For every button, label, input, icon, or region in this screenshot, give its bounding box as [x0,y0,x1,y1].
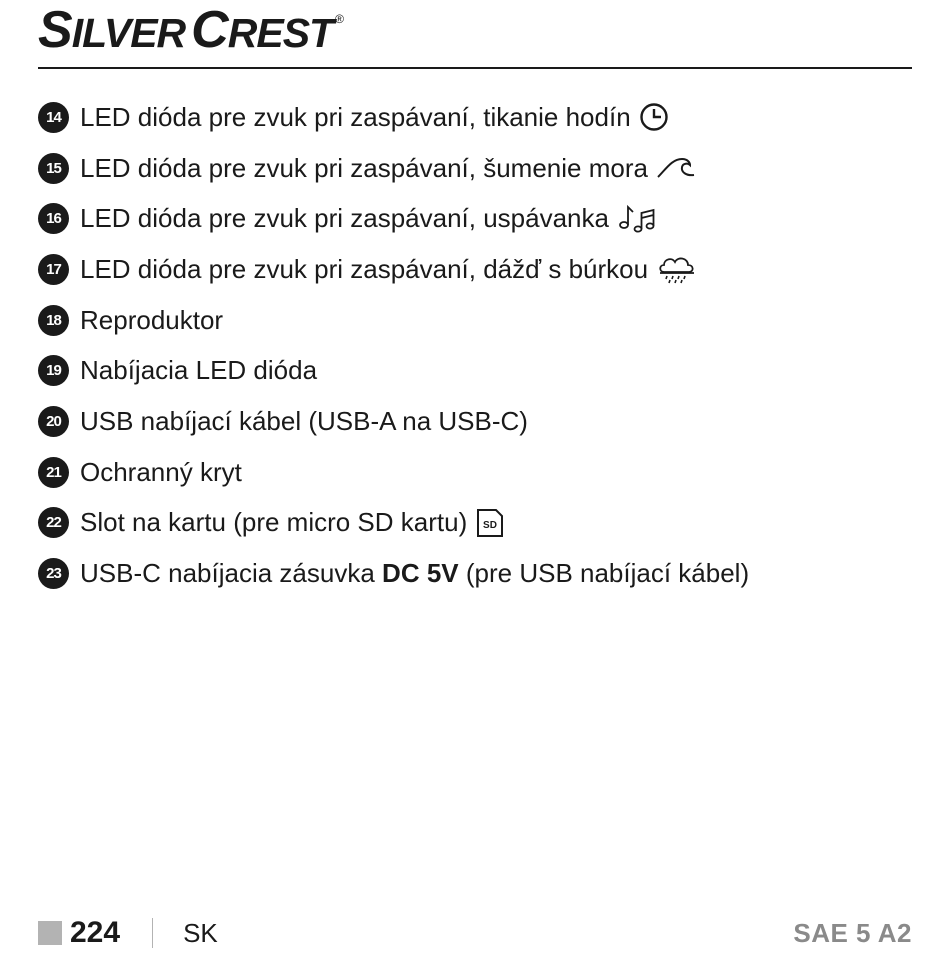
item-number-badge: 22 [38,507,69,538]
brand-logo-crest: C REST [191,1,334,59]
list-item [38,295,749,346]
item-number-badge: 18 [38,305,69,336]
list-item [38,548,749,599]
wave-icon [656,155,696,181]
item-text-bold: DC 5V [382,558,459,589]
item-text-after: (pre USB nabíjací kábel) [465,558,750,589]
item-number-badge: 23 [38,558,69,589]
item-text: LED dióda pre zvuk pri zaspávaní, uspávanka [80,203,609,234]
list-item [38,244,749,295]
item-text-before: USB-C nabíjacia zásuvka [80,558,375,589]
item-text: LED dióda pre zvuk pri zaspávaní, dážď s búrkou [80,253,649,284]
item-text: Nabíjacia LED dióda [80,355,318,386]
music-notes-icon [617,203,657,235]
list-item [38,447,749,498]
item-text: LED dióda pre zvuk pri zaspávaní, šumenie mora [80,152,648,183]
parts-list [38,92,749,599]
item-number-badge: 15 [38,153,69,184]
footer-divider [152,918,153,948]
model-number: SAE 5 A2 [793,917,912,948]
page-number: 224 [70,916,121,949]
item-number-badge: 17 [38,254,69,285]
item-text: Reproduktor [80,304,224,335]
item-number-badge: 19 [38,355,69,386]
sd-card-icon-label: SD [483,519,498,531]
list-item [38,143,749,194]
item-number-badge: 14 [38,102,69,133]
item-text: Ochranný kryt [80,456,242,487]
header-divider [38,67,912,69]
list-item [38,345,749,396]
registered-mark: ® [335,12,343,26]
item-text: LED dióda pre zvuk pri zaspávaní, tikanie hodín [80,101,631,132]
footer-marker [38,921,62,945]
language-code: SK [183,917,218,948]
brand-logo [38,2,343,62]
item-text: USB nabíjací kábel (USB-A na USB-C) [80,405,528,436]
item-number-badge: 21 [38,457,69,488]
list-item [38,396,749,447]
list-item [38,193,749,244]
page-footer [38,912,912,954]
item-number-badge: 16 [38,203,69,234]
item-number-badge: 20 [38,406,69,437]
brand-logo-silver: S ILVER [38,1,186,59]
clock-icon [639,102,669,132]
list-item [38,92,749,143]
rain-cloud-icon [656,254,698,284]
list-item [38,498,749,549]
sd-card-icon [475,508,505,538]
item-text: Slot na kartu (pre micro SD kartu) [80,507,468,538]
